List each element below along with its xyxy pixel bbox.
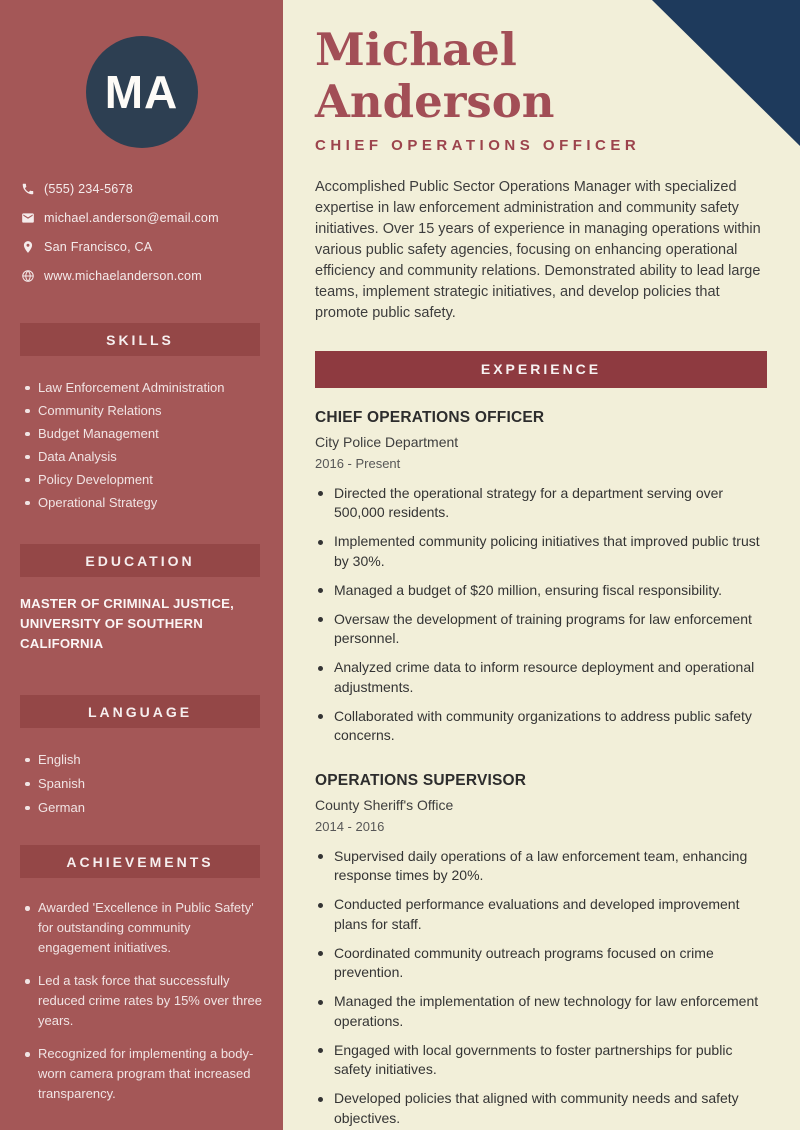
job-title: CHIEF OPERATIONS OFFICER (315, 408, 545, 426)
contact-list (0, 179, 283, 286)
experience-bullet: Directed the operational strategy for a department serving over 500,000 residents. (315, 484, 767, 523)
job-dates: 2014 - 2016 (315, 818, 385, 834)
skills-list (25, 376, 263, 514)
education-degree-line: UNIVERSITY OF SOUTHERN CALIFORNIA (20, 616, 203, 651)
education-block (20, 594, 263, 654)
contact-item (0, 266, 283, 286)
avatar-initials: MA (104, 66, 179, 118)
achievements-section-title: ACHIEVEMENTS (66, 853, 214, 870)
skill-item: Policy Development (25, 468, 263, 491)
experience-bullet: Supervised daily operations of a law enforcement team, enhancing response times by 20%. (315, 847, 767, 886)
language-item: German (25, 796, 263, 820)
contact-text: (555) 234-5678 (44, 182, 133, 196)
contact-item (0, 179, 283, 199)
experience-section-title: EXPERIENCE (480, 361, 602, 377)
job-company: County Sheriff's Office (315, 796, 454, 813)
experience-bullet: Implemented community policing initiatives that improved public trust by 30%. (315, 532, 767, 571)
experience-section-header (315, 351, 767, 388)
experience-bullet: Oversaw the development of training programs for law enforcement personnel. (315, 610, 767, 649)
phone-icon (21, 182, 35, 196)
avatar (86, 36, 198, 148)
skills-section-title: SKILLS (106, 331, 174, 348)
email-icon (21, 211, 35, 225)
skill-item: Operational Strategy (25, 491, 263, 514)
job-entry (315, 772, 767, 1129)
experience-jobs (315, 409, 767, 1129)
achievement-item: Recognized for implementing a body-worn camera program that increased transparency. (25, 1044, 263, 1104)
job-title: OPERATIONS SUPERVISOR (315, 771, 527, 789)
main-content (283, 0, 800, 1130)
person-name-heading: Michael Anderson (315, 23, 555, 128)
experience-bullet: Analyzed crime data to inform resource deployment and operational adjustments. (315, 658, 767, 697)
language-section-title: LANGUAGE (87, 703, 193, 720)
language-item: Spanish (25, 772, 263, 796)
skill-item: Data Analysis (25, 445, 263, 468)
experience-bullet: Engaged with local governments to foster partnerships for public safety initiatives. (315, 1041, 767, 1080)
contact-item (0, 237, 283, 257)
job-company: City Police Department (315, 433, 459, 450)
globe-icon (21, 269, 35, 283)
language-section-header (20, 695, 260, 728)
job-dates: 2016 - Present (315, 455, 401, 471)
job-bullets-list (315, 847, 767, 1129)
education-section-header (20, 544, 260, 577)
experience-bullet: Coordinated community outreach programs focused on crime prevention. (315, 944, 767, 983)
achievement-item: Led a task force that successfully reduced crime rates by 15% over three years. (25, 971, 263, 1031)
skill-item: Budget Management (25, 422, 263, 445)
language-item: English (25, 748, 263, 772)
skill-item: Community Relations (25, 399, 263, 422)
experience-bullet: Collaborated with community organizations to address public safety concerns. (315, 707, 767, 746)
contact-text: www.michaelanderson.com (44, 269, 202, 283)
job-bullets-list (315, 484, 767, 746)
contact-text: michael.anderson@email.com (44, 211, 219, 225)
education-section-title: EDUCATION (85, 552, 195, 569)
skill-item: Law Enforcement Administration (25, 376, 263, 399)
achievements-section-header (20, 845, 260, 878)
experience-bullet: Developed policies that aligned with community needs and safety objectives. (315, 1089, 767, 1128)
contact-item (0, 208, 283, 228)
experience-bullet: Conducted performance evaluations and developed improvement plans for staff. (315, 895, 767, 934)
experience-bullet: Managed the implementation of new technology for law enforcement operations. (315, 992, 767, 1031)
job-entry (315, 409, 767, 746)
location-icon (21, 240, 35, 254)
skills-section-header (20, 323, 260, 356)
language-list (25, 748, 263, 820)
sidebar (0, 0, 283, 1130)
experience-bullet: Managed a budget of $20 million, ensuring fiscal responsibility. (315, 581, 767, 601)
achievements-list (25, 898, 263, 1104)
achievement-item: Awarded 'Excellence in Public Safety' for outstanding community engagement initiatives. (25, 898, 263, 958)
education-degree-line: MASTER OF CRIMINAL JUSTICE, (20, 596, 234, 611)
person-job-title: CHIEF OPERATIONS OFFICER (315, 136, 641, 154)
summary-paragraph: Accomplished Public Sector Operations Manager with specialized expertise in law enforcement administration and community safety initiatives. Over 15 years of experience in managing operations within various public safety agencies, focusing on enhancing operational efficiency and community relations. Demonstrated ability to lead large teams, implement strategic initiatives, and develop policies that promote public safety. (315, 178, 761, 321)
contact-text: San Francisco, CA (44, 240, 153, 254)
